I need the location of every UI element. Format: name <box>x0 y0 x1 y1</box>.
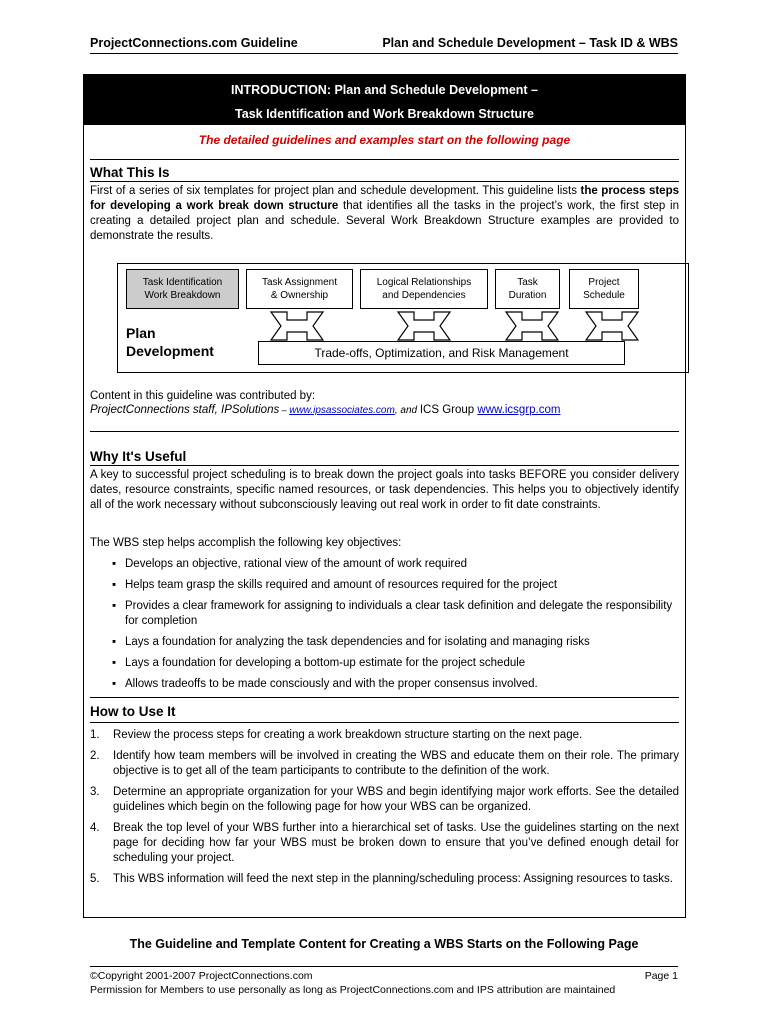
step-number: 5. <box>90 873 100 885</box>
divider <box>90 159 679 160</box>
banner-line-2: Task Identification and Work Breakdown Structure <box>235 107 534 121</box>
list-item: ▪ Lays a foundation for developing a bottom-up estimate for the project schedule <box>112 656 682 671</box>
what-title: What This Is <box>90 165 170 180</box>
tradeoffs-box: Trade-offs, Optimization, and Risk Management <box>258 341 625 365</box>
list-item: ▪ Develops an objective, rational view of the amount of work required <box>112 557 682 572</box>
list-item <box>90 749 679 779</box>
list-item: ▪ Allows tradeoffs to be made consciously and with the proper consensus involved. <box>112 677 682 692</box>
footer-copyright: ©Copyright 2001-2007 ProjectConnections.com <box>90 970 313 982</box>
bidirectional-arrow-icon <box>396 310 452 342</box>
box-line: Logical Relationships <box>376 277 472 288</box>
diagram-box-task-duration <box>495 269 560 309</box>
banner-line-1: INTRODUCTION: Plan and Schedule Development – <box>231 83 538 97</box>
list-item: ▪ Lays a foundation for analyzing the task dependencies and for isolating and managing risks <box>112 635 682 650</box>
step-text: Review the process steps for creating a work breakdown structure starting on the next page. <box>113 729 583 741</box>
divider <box>90 431 679 432</box>
bidirectional-arrow-icon <box>584 310 640 342</box>
objectives-list <box>112 557 682 698</box>
box-line: Schedule <box>583 290 625 301</box>
list-item <box>90 728 679 743</box>
diagram-box-logical-relationships <box>360 269 488 309</box>
box-line: Project <box>588 277 620 288</box>
divider <box>90 697 679 698</box>
contrib-staff: ProjectConnections staff, IPSolutions <box>90 404 280 416</box>
contrib-dash: – <box>279 405 290 415</box>
step-number: 1. <box>90 729 100 741</box>
step-number: 4. <box>90 822 100 834</box>
why-objectives-intro: The WBS step helps accomplish the following key objectives: <box>90 537 402 549</box>
diagram-box-task-identification <box>126 269 239 309</box>
footer-page-number: Page 1 <box>644 970 678 982</box>
how-steps-list <box>90 728 679 893</box>
box-line: Task <box>517 277 538 288</box>
red-note: The detailed guidelines and examples start on the following page <box>198 133 571 147</box>
page-header <box>90 34 678 54</box>
list-item <box>90 872 679 887</box>
content-frame <box>83 74 686 918</box>
step-text: Identify how team members will be involved in creating the WBS and educate them on their role. The primary objective is to get all of the team participants to contribute to the definition of the work. <box>113 750 679 777</box>
step-number: 2. <box>90 750 100 762</box>
box-line: & Ownership <box>270 290 329 301</box>
what-text-end: that identifies all the tasks in the project’s work, the first step in creating a detailed project plan and schedule. Several Work Breakdown Structure examples are provided to demonstrate the results. <box>90 200 679 242</box>
list-item: ▪ Helps team grasp the skills required and amount of resources required for the project <box>112 578 682 593</box>
process-diagram <box>117 263 689 373</box>
divider <box>90 465 679 466</box>
step-number: 3. <box>90 786 100 798</box>
what-text-start: First of a series of six templates for project plan and schedule development. This guideline lists <box>90 185 581 197</box>
list-item: ▪ Provides a clear framework for assigning to individuals a clear task definition and delegate the responsibility for completion <box>112 599 682 629</box>
contrib-line-1: Content in this guideline was contributed by: <box>90 390 316 402</box>
bidirectional-arrow-icon <box>269 310 325 342</box>
box-line: Work Breakdown <box>144 290 221 301</box>
diagram-box-task-assignment <box>246 269 353 309</box>
box-line: Duration <box>508 290 547 301</box>
why-paragraph: A key to successful project scheduling is to break down the project goals into tasks BEFORE you consider delivery dates, resource constraints, specific named resources, or task dependencies. This helps you to objectively identify all of the work necessary without subconsciously leaving out real work in order to fit date constraints. <box>90 469 679 511</box>
ipsassociates-link[interactable]: www.ipsassociates.com <box>289 405 395 416</box>
intro-banner <box>84 75 685 125</box>
list-item <box>90 821 679 866</box>
page-footer <box>90 966 678 996</box>
box-line: and Dependencies <box>382 290 466 301</box>
plan-line-1: Plan <box>126 325 156 341</box>
what-text-bold: the process steps for developing a work break down structure <box>90 185 679 212</box>
bidirectional-arrow-icon <box>504 310 560 342</box>
contrib-line-2 <box>90 403 679 418</box>
diagram-box-project-schedule <box>569 269 639 309</box>
contrib-ics: ICS Group <box>419 404 478 416</box>
divider <box>90 181 679 182</box>
divider <box>90 722 679 723</box>
step-text: This WBS information will feed the next step in the planning/scheduling process: Assigning resources to tasks. <box>113 873 673 885</box>
icsgrp-link[interactable]: www.icsgrp.com <box>477 404 561 416</box>
what-paragraph <box>90 184 679 244</box>
header-right: Plan and Schedule Development – Task ID & WBS <box>382 36 678 50</box>
plan-line-2: Development <box>126 343 214 359</box>
step-text: Determine an appropriate organization for your WBS and begin identifying major work efforts. See the detailed guidelines which begin on the following page for how your WBS can be organized. <box>113 786 679 813</box>
box-line: Task Assignment <box>261 277 338 288</box>
footer-permission: Permission for Members to use personally as long as ProjectConnections.com and IPS attribution are maintained <box>90 984 616 996</box>
header-left: ProjectConnections.com Guideline <box>90 36 298 50</box>
why-title: Why It's Useful <box>90 449 187 464</box>
contrib-and: , and <box>394 405 420 416</box>
box-line: Task Identification <box>142 277 223 288</box>
step-text: Break the top level of your WBS further into a hierarchical set of tasks. Use the guidelines starting on the next page for deciding how far your WBS must be broken down to ensure that you’ve defined enough detail for scheduling your project. <box>113 822 679 864</box>
bottom-title: The Guideline and Template Content for Creating a WBS Starts on the Following Page <box>129 937 639 951</box>
plan-development-label <box>126 324 214 360</box>
how-title: How to Use It <box>90 704 176 719</box>
list-item <box>90 785 679 815</box>
